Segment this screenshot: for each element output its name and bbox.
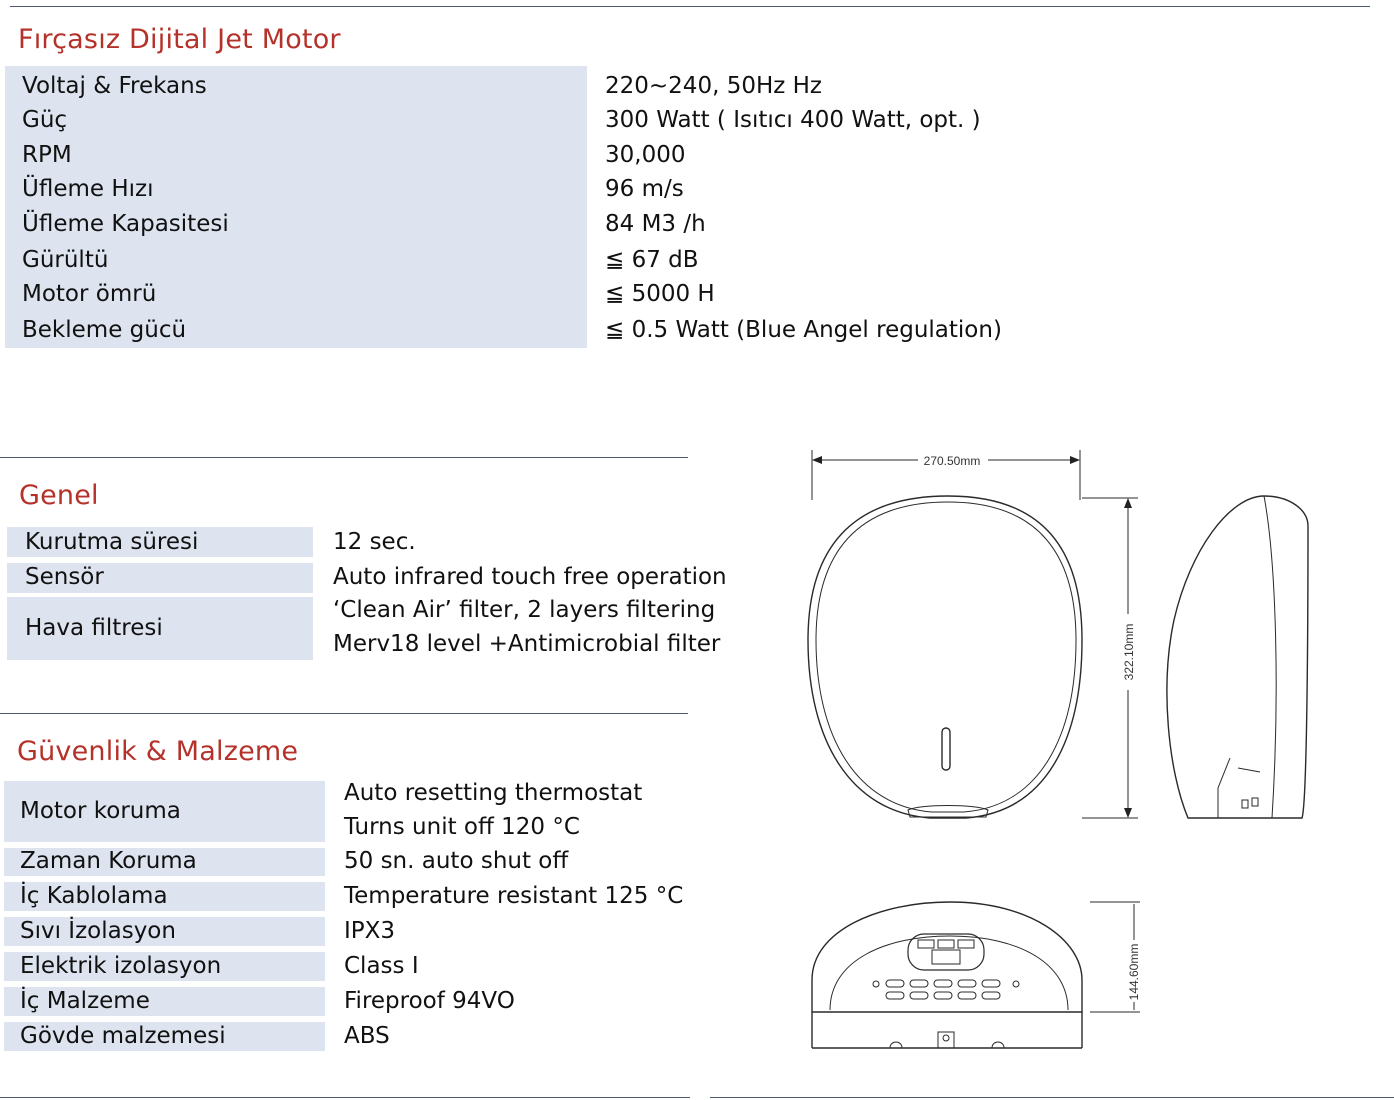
bottom-view [812, 902, 1141, 1048]
spec-value: Auto resetting thermostat [344, 780, 643, 806]
section-title-motor: Fırçasız Dijital Jet Motor [18, 24, 341, 55]
spec-value: ≦ 67 dB [605, 247, 699, 273]
safety-rule [0, 713, 688, 714]
spec-label: Voltaj & Frekans [22, 73, 207, 99]
height-dimension-label: 322.10mm [1122, 623, 1136, 681]
technical-drawing [790, 440, 1350, 1080]
spec-label: Gürültü [22, 247, 109, 273]
top-rule [10, 6, 1370, 7]
spec-label: Kurutma süresi [25, 529, 199, 555]
spec-value: 30,000 [605, 142, 686, 168]
spec-label: RPM [22, 142, 72, 168]
spec-label: Bekleme gücü [22, 317, 187, 343]
spec-value: 300 Watt ( Isıtıcı 400 Watt, opt. ) [605, 107, 981, 133]
section-title-general: Genel [19, 480, 99, 511]
spec-label: Güç [22, 107, 68, 133]
spec-label: İç Malzeme [20, 988, 150, 1014]
spec-value: Merv18 level +Antimicrobial filter [333, 631, 721, 657]
spec-label: Sensör [25, 564, 104, 590]
spec-value: Class I [344, 953, 419, 979]
depth-dimension-label: 144.60mm [1127, 943, 1141, 1001]
spec-label: Üfleme Hızı [22, 176, 154, 202]
spec-label: İç Kablolama [20, 883, 168, 909]
spec-label: Elektrik izolasyon [20, 953, 222, 979]
bottom-rule-right [710, 1097, 1394, 1098]
width-dimension-label: 270.50mm [923, 454, 981, 468]
spec-value: 96 m/s [605, 176, 684, 202]
spec-value: 220~240, 50Hz Hz [605, 73, 823, 99]
spec-value: 12 sec. [333, 529, 416, 555]
spec-label: Üfleme Kapasitesi [22, 211, 229, 237]
section-title-safety: Güvenlik & Malzeme [17, 736, 299, 767]
spec-value: Fireproof 94VO [344, 988, 515, 1014]
spec-label: Motor koruma [20, 798, 181, 824]
front-view [808, 450, 1138, 818]
spec-value: Temperature resistant 125 °C [344, 883, 684, 909]
spec-label: Hava filtresi [25, 615, 163, 641]
spec-value: ‘Clean Air’ filter, 2 layers filtering [333, 597, 716, 623]
spec-value: ≦ 5000 H [605, 281, 715, 307]
spec-value: IPX3 [344, 918, 396, 944]
spec-value: 84 M3 /h [605, 211, 706, 237]
spec-label: Motor ömrü [22, 281, 157, 307]
spec-value: ≦ 0.5 Watt (Blue Angel regulation) [605, 317, 1002, 343]
spec-label: Sıvı İzolasyon [20, 918, 176, 944]
spec-value: ABS [344, 1023, 390, 1049]
bottom-rule-left [0, 1097, 690, 1098]
spec-label: Gövde malzemesi [20, 1023, 226, 1049]
spec-value: Auto infrared touch free operation [333, 564, 727, 590]
spec-value: Turns unit off 120 °C [344, 814, 580, 840]
spec-value: 50 sn. auto shut off [344, 848, 569, 874]
side-view [1167, 496, 1308, 818]
spec-label: Zaman Koruma [20, 848, 197, 874]
genel-rule [0, 457, 688, 458]
